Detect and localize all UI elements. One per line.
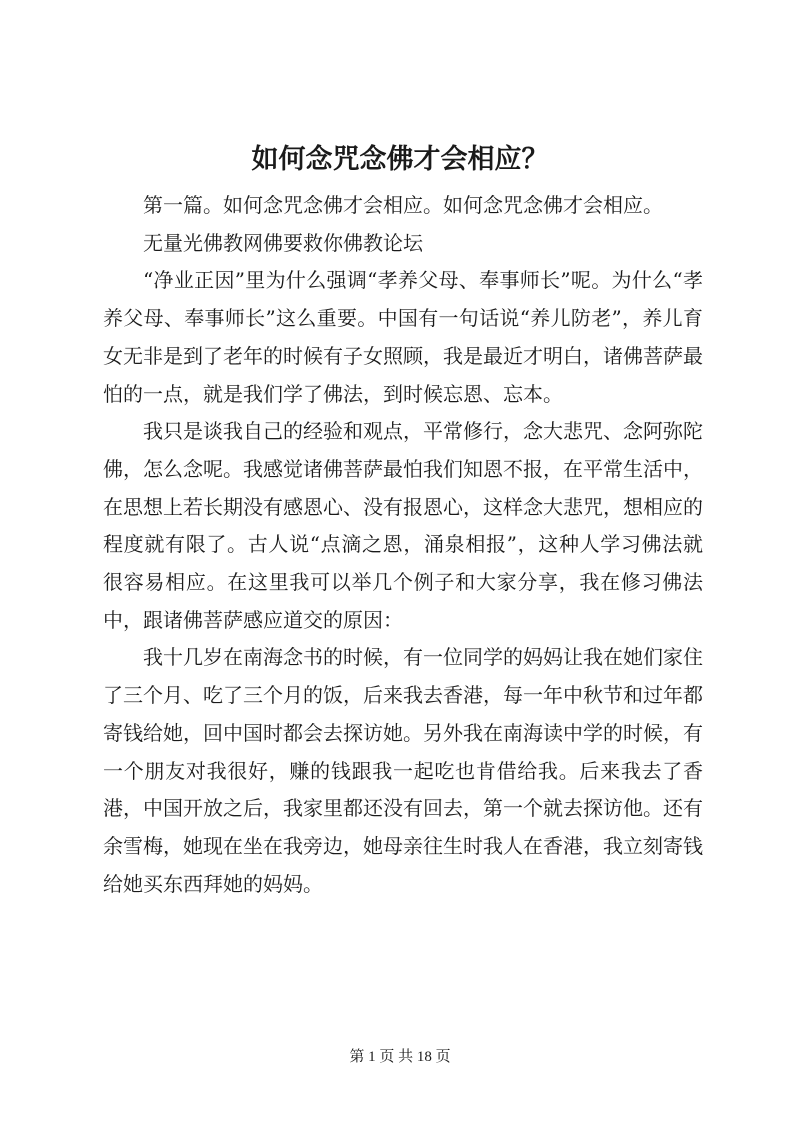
paragraph-3: “净业正因”里为什么强调“孝养父母、奉事师长”呢。为什么“孝养父母、奉事师长”这么重要。中国有一句话说“养儿防老”，养儿育女无非是到了老年的时候有子女照顾，我是最近才明白，诸佛菩萨最怕的一点，就是我们学了佛法，到时候忘恩、忘本。 xyxy=(103,268,703,406)
paragraph-1: 第一篇。如何念咒念佛才会相应。如何念咒念佛才会相应。 xyxy=(143,193,663,217)
paragraph-5: 我十几岁在南海念书的时候，有一位同学的妈妈让我在她们家住了三个月、吃了三个月的饭，后来我去香港，每一年中秋节和过年都寄钱给她，回中国时都会去探访她。另外我在南海读中学的时候，有一个朋友对我很好，赚的钱跟我一起吃也肯借给我。后来我去了香港，中国开放之后，我家里都还没有回去，第一个就去探访他。还有余雪梅，她现在坐在我旁边，她母亲往生时我人在香港，我立刻寄钱给她买东西拜她的妈妈。 xyxy=(103,645,703,896)
page-number-footer: 第 1 页 共 18 页 xyxy=(349,1049,451,1065)
document-title: 如何念咒念佛才会相应？ xyxy=(251,144,549,175)
document-body xyxy=(103,187,703,903)
paragraph-4: 我只是谈我自己的经验和观点，平常修行，念大悲咒、念阿弥陀佛，怎么念呢。我感觉诸佛菩萨最怕我们知恩不报，在平常生活中，在思想上若长期没有感恩心、没有报恩心，这样念大悲咒，想相应的程度就有限了。古人说“点滴之恩，涌泉相报”，这种人学习佛法就很容易相应。在这里我可以举几个例子和大家分享，我在修习佛法中，跟诸佛菩萨感应道交的原因： xyxy=(103,419,703,632)
paragraph-2: 无量光佛教网佛要救你佛教论坛 xyxy=(143,230,423,255)
